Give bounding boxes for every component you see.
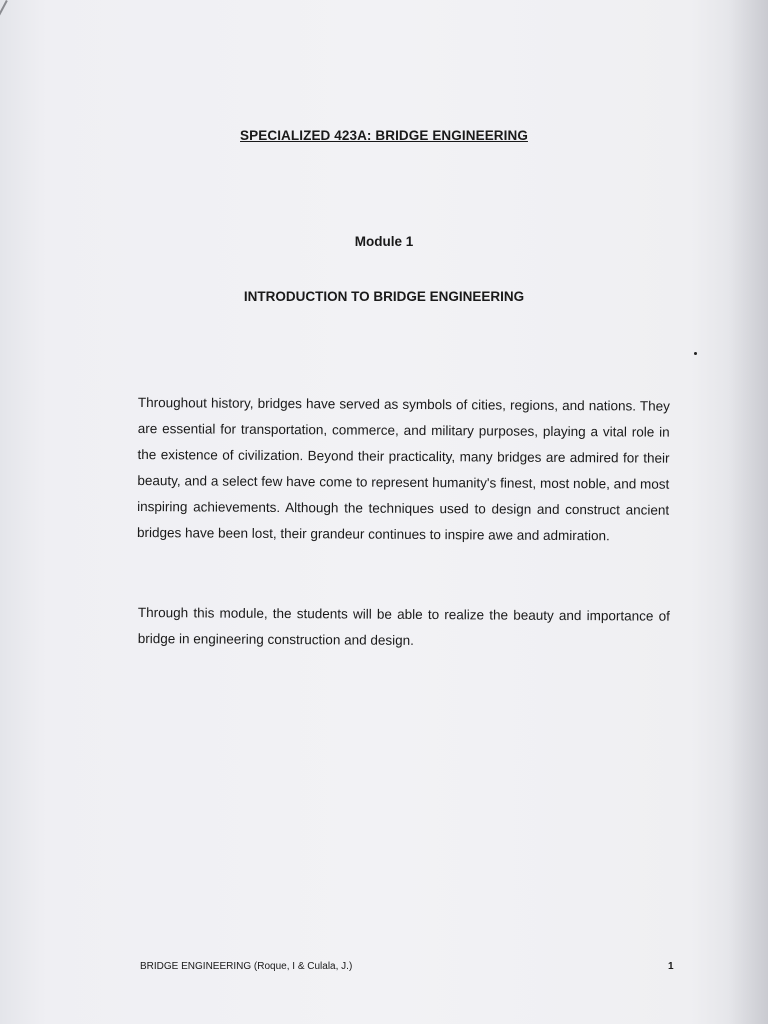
paper-speck [694, 352, 697, 355]
footer-text: BRIDGE ENGINEERING (Roque, I & Culala, J.) [140, 961, 353, 972]
module-title: INTRODUCTION TO BRIDGE ENGINEERING [243, 289, 525, 304]
course-title: SPECIALIZED 423A: BRIDGE ENGINEERING [240, 128, 528, 143]
intro-paragraph: Throughout history, bridges have served as symbols of cities, regions, and nations. They are essential for transportation, commerce, and military purposes, playing a vital role in the existence of civilization. Beyond their practicality, many bridges are admired for their beauty, and a select few have come to represent humanity's finest, most noble, and most inspiring achievements. Although the techniques used to design and construct ancient bridges have been lost, their grandeur continues to inspire awe and admiration. [136, 394, 670, 544]
page-edge-shadow [728, 0, 768, 1024]
page-number: 1 [668, 961, 674, 972]
page-corner-fold [0, 0, 8, 36]
objective-paragraph: Through this module, the students will be able to realize the beauty and importance of bridge in engineering construction and design. [137, 604, 670, 648]
module-number: Module 1 [354, 234, 414, 249]
